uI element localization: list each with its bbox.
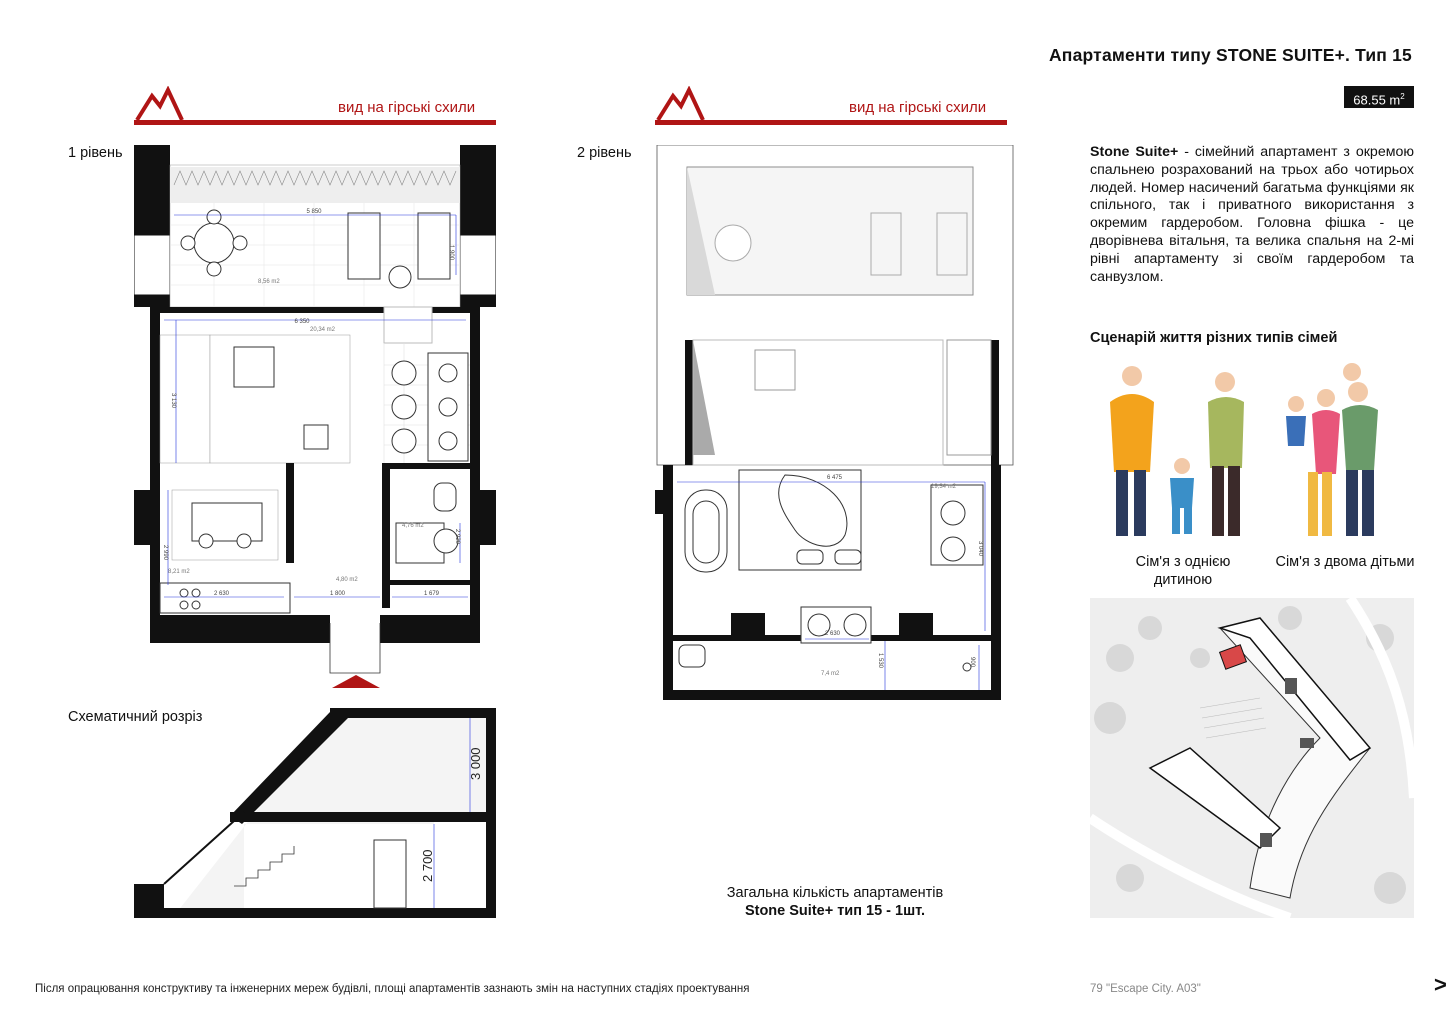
description-lead: Stone Suite+ — [1090, 144, 1179, 160]
family-illustrations — [1090, 362, 1414, 550]
living-room — [160, 307, 470, 463]
view-line — [655, 120, 1007, 125]
total-line-1: Загальна кількість апартаментів — [726, 885, 944, 901]
level-1-label: 1 рівень — [68, 145, 123, 161]
page-title: Апартаменти типу STONE SUITE+. Тип 15 — [1048, 45, 1412, 65]
terrace-below — [687, 167, 973, 295]
kitchen-width: 2 630 — [214, 591, 230, 597]
total-line-2: Stone Suite+ тип 15 - 1шт. — [744, 903, 926, 919]
bedroom-depth: 3 040 — [977, 541, 983, 557]
terrace-width: 5 850 — [306, 209, 322, 215]
site-plan-map — [1090, 598, 1414, 918]
area-value: 68.55 m — [1353, 92, 1401, 108]
living-width: 6 350 — [294, 319, 310, 325]
family-two-children-label: Сім'я з двома дітьми — [1275, 554, 1415, 570]
level-2-label: 2 рівень — [577, 145, 632, 161]
description — [1090, 144, 1414, 286]
mountain-icon — [658, 90, 703, 120]
living-area: 20,34 m2 — [310, 327, 336, 333]
entrance-marker — [332, 675, 380, 688]
scenario-heading: Сценарій життя різних типів сімей — [1090, 330, 1338, 346]
hall-width: 1 800 — [330, 591, 346, 597]
family-one-child-label: Сім'я з однією дитиною — [1135, 554, 1231, 588]
bedroom-width: 6 475 — [827, 475, 843, 481]
kitchen — [160, 490, 290, 613]
bedroom-area: 19,34 m2 — [931, 484, 957, 490]
section-height-lower: 2 700 — [420, 849, 435, 882]
view-label-1: вид на гірські схили — [338, 99, 476, 116]
schematic-section — [134, 706, 498, 922]
page-number: 79 "Escape City. A03" — [1090, 983, 1201, 995]
next-page-arrow[interactable]: > — [1434, 972, 1447, 997]
family-two-children-illustration — [1286, 363, 1378, 536]
footer-note: Після опрацювання конструктиву та інженерних мереж будівлі, площі апартаментів зазнають змін на наступних стадіях проектування — [35, 983, 750, 995]
bath1-area: 4,76 m2 — [402, 523, 424, 529]
floor-plan-level-2 — [655, 145, 1015, 705]
area-unit: 2 — [1400, 92, 1405, 101]
view-label-2: вид на гірські схили — [849, 99, 987, 116]
description-text: - сімейний апартамент з окремою спальнею розрахований на трьох або чотирьох людей. Номер насичений багатьма функціями як спільного, так і приватного використання з окремим гардеробом. Головна фішка - це дворівнева вітальня, та велика спальня на 2-мі рівні апартаменту зі своїм гардеробом та санвузлом. — [1090, 144, 1414, 285]
floor-plan-level-1 — [134, 145, 496, 690]
view-line — [134, 120, 496, 125]
bath2-area: 7,4 m2 — [821, 671, 840, 677]
bath2-small: 900 — [969, 657, 975, 668]
bath1-depth: 2 920 — [454, 529, 460, 545]
section-height-upper: 3 000 — [468, 747, 483, 780]
family-one-child-illustration — [1110, 366, 1244, 536]
bath1-width: 1 679 — [424, 591, 440, 597]
mountain-icon — [137, 90, 182, 120]
terrace — [170, 165, 460, 307]
living-depth: 3 130 — [170, 393, 176, 409]
terrace-depth: 1 900 — [448, 245, 454, 261]
section-label: Схематичний розріз — [68, 709, 203, 725]
kitchen-depth: 2 990 — [162, 545, 168, 561]
area-badge — [1344, 86, 1414, 108]
terrace-area: 8,56 m2 — [258, 279, 280, 285]
total-apartments — [660, 884, 1010, 920]
kitchen-area: 8,21 m2 — [168, 569, 190, 575]
bathroom-1 — [390, 469, 470, 597]
hall-area: 4,80 m2 — [336, 577, 358, 583]
bathroom-2 — [679, 607, 979, 690]
wardrobe-width: 2 630 — [825, 631, 841, 637]
bath2-depth: 1 530 — [877, 653, 883, 669]
